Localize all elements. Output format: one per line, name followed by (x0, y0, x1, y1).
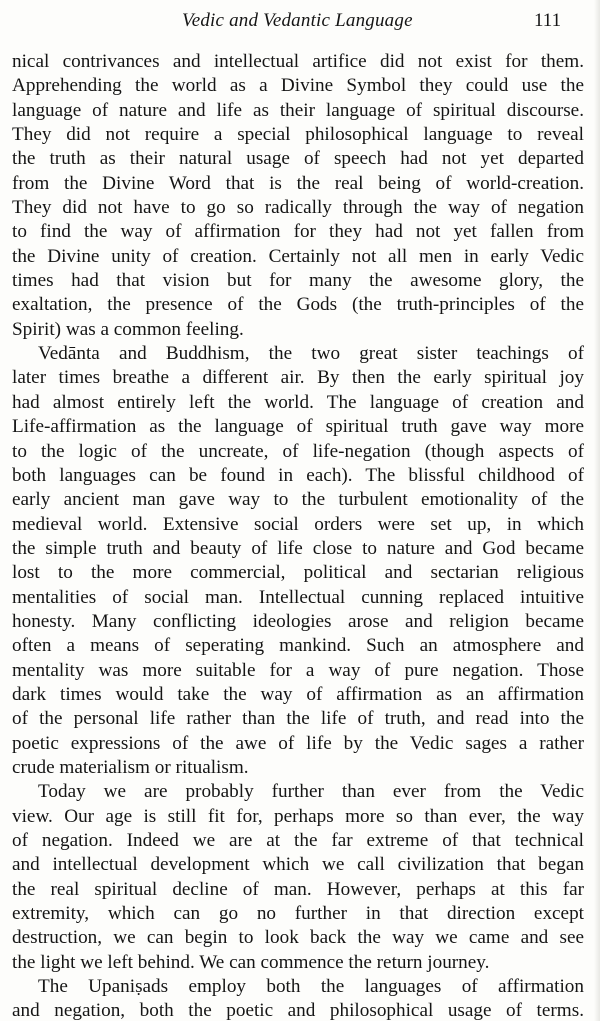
chapter-title: Vedic and Vedantic Language (182, 10, 413, 31)
text-line: of the personal life rather than the life of truth, and read into the (12, 708, 584, 730)
text-line: early ancient man gave way to the turbulent emotionality of the (12, 489, 584, 511)
text-line: and negation, both the poetic and philosophical usage of terms. (12, 1000, 584, 1022)
text-line: the Divine unity of creation. Certainly not all men in early Vedic (12, 245, 584, 267)
text-line: and intellectual development which we call civilization that began (12, 854, 584, 876)
text-line: view. Our age is still fit for, perhaps more so than ever, the way (12, 805, 584, 827)
text-line: to the logic of the uncreate, of life-negation (though aspects of (12, 440, 584, 462)
body-text (12, 50, 584, 1024)
text-line: the truth as their natural usage of speech had not yet departed (12, 148, 584, 170)
text-line: destruction, we can begin to look back the way we came and see (12, 927, 584, 949)
text-line: poetic expressions of the awe of life by the Vedic sages a rather (12, 732, 584, 754)
text-line: both languages can be found in each). The blissful childhood of (12, 464, 584, 486)
text-line: lost to the more commercial, political and sectarian religious (12, 562, 584, 584)
text-line: later times breathe a different air. By then the early spiritual joy (12, 367, 584, 389)
text-line: of negation. Indeed we are at the far extreme of that technical (12, 830, 584, 851)
page-edge-shadow (594, 0, 600, 1021)
text-line: the real spiritual decline of man. However, perhaps at this far (12, 878, 584, 900)
text-line: extremity, which can go no further in that direction except (12, 903, 584, 925)
text-line: Apprehending the world as a Divine Symbol they could use the (12, 75, 584, 97)
paragraph-start-line: Today we are probably further than ever from the Vedic (38, 781, 584, 803)
text-line: Spirit) was a common feeling. (12, 318, 244, 340)
running-head (0, 10, 600, 38)
text-line: mentality was more suitable for a way of pure negation. Those (12, 659, 584, 681)
text-line: often a means of seperating mankind. Such an atmosphere and (12, 635, 584, 657)
text-line: from the Divine Word that is the real being of world-creation. (12, 172, 584, 194)
text-line: the light we left behind. We can commence the return journey. (12, 951, 490, 973)
text-line: mentalities of social man. Intellectual cunning replaced intuitive (12, 586, 584, 608)
text-line: the simple truth and beauty of life close to nature and God became (12, 537, 584, 559)
text-line: honesty. Many conflicting ideologies arose and religion became (12, 610, 584, 632)
text-line: to find the way of affirmation for they had not yet fallen from (12, 221, 584, 243)
paragraph-start-line: Vedānta and Buddhism, the two great sister teachings of (38, 343, 584, 365)
text-line: times had that vision but for many the awesome glory, the (12, 270, 584, 292)
page-number: 111 (534, 10, 562, 31)
text-line: had almost entirely left the world. The language of creation and (12, 391, 584, 413)
text-line: nical contrivances and intellectual artifice did not exist for them. (12, 51, 584, 72)
text-line: exaltation, the presence of the Gods (the truth-principles of the (12, 294, 584, 316)
paragraph-start-line: The Upaniṣads employ both the languages of affirmation (38, 976, 584, 998)
text-line: language of nature and life as their language of spiritual discourse. (12, 99, 584, 121)
text-line: They did not require a special philosophical language to reveal (12, 124, 584, 146)
text-line: medieval world. Extensive social orders were set up, in which (12, 513, 584, 535)
text-line: crude materialism or ritualism. (12, 756, 249, 778)
text-line: They did not have to go so radically through the way of negation (12, 197, 584, 219)
text-line: dark times would take the way of affirmation as an affirmation (12, 683, 584, 705)
text-line: Life-affirmation as the language of spiritual truth gave way more (12, 416, 584, 438)
